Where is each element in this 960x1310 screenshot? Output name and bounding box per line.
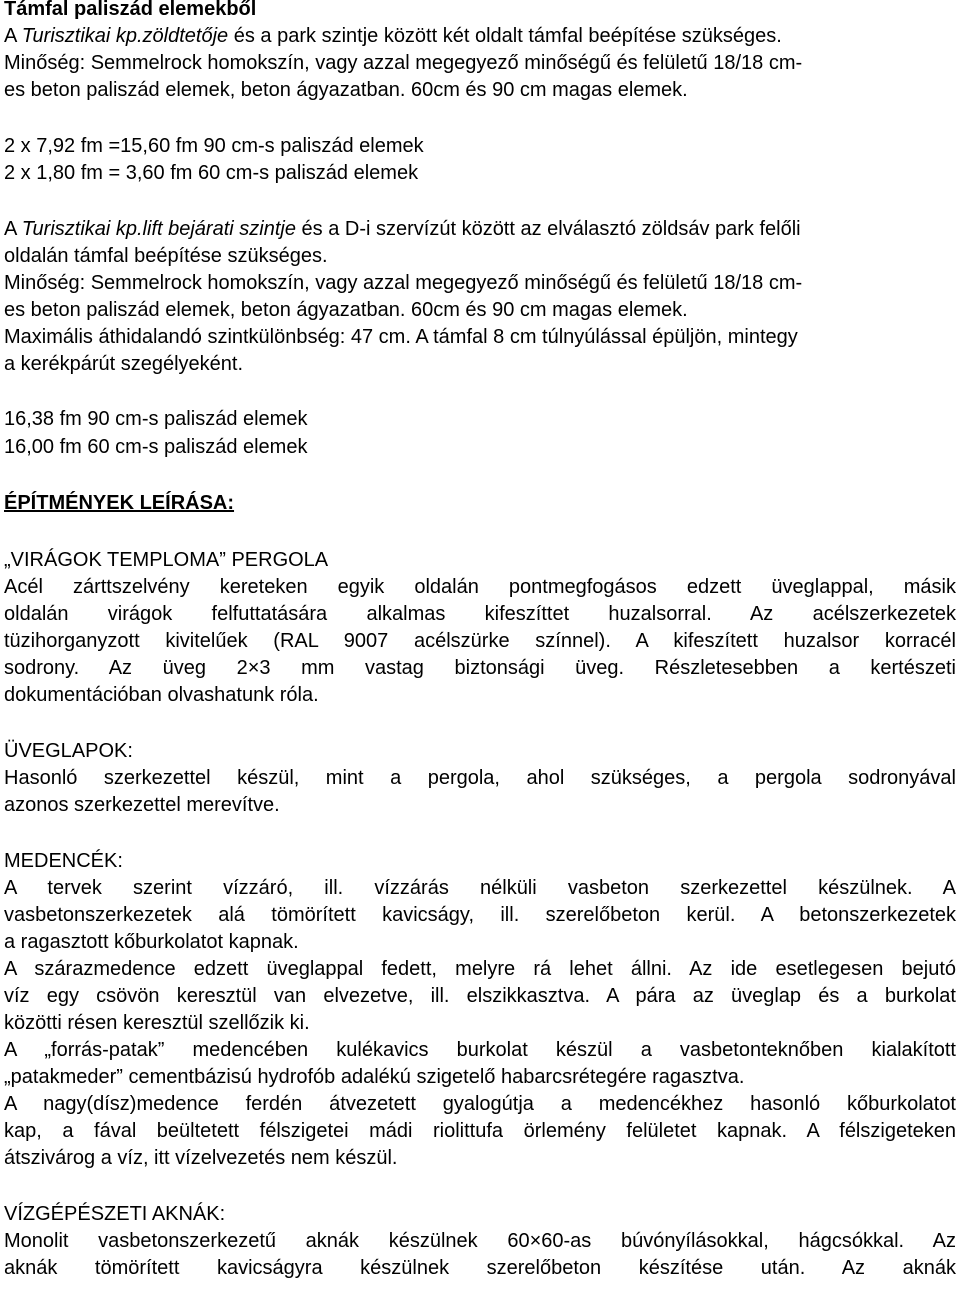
p1-line-1 <box>4 23 956 49</box>
document-title: Támfal paliszád elemekből <box>4 0 257 20</box>
uveglapok-line-1: Hasonló szerkezettel készül, mint a pergola, ahol szükséges, a pergola sodronyával <box>4 767 956 789</box>
pergola-line-2: oldalán virágok felfuttatására alkalmas kifeszíttet huzalsorral. Az acélszerkezetek <box>4 603 956 625</box>
aknak-line-1: Monolit vasbetonszerkezetű aknák készülnek 60×60-as búvónyílásokkal, hágcsókkal. Az <box>4 1230 956 1252</box>
p2-line-3: Minőség: Semmelrock homokszín, vagy azzal megegyező minőségű és felületű 18/18 cm- <box>4 272 803 294</box>
p2-line-4: es beton paliszád elemek, beton ágyazatban. 60cm és 90 cm magas elemek. <box>4 299 688 321</box>
medencek-line-2: vasbetonszerkezetek alá tömörített kavicságy, ill. szerelőbeton kerül. A betonszerkezetek <box>4 904 956 926</box>
medencek-line-1: A tervek szerint vízzáró, ill. vízzárás nélküli vasbeton szerkezettel készülnek. A <box>4 877 956 899</box>
medencek-line-3: a ragasztott kőburkolatot kapnak. <box>4 931 299 953</box>
medencek-line-5: víz egy csövön keresztül van elvezetve, ill. elszikkasztva. A pára az üveglap és a burkolat <box>4 985 956 1007</box>
medencek-line-4: A szárazmedence edzett üveglappal fedett, melyre rá lehet állni. Az ide esetlegesen bejutó <box>4 958 956 980</box>
medencek-line-8: „patakmeder” cementbázisú hydrofób adalékú szigetelő habarcsrétegére ragasztva. <box>4 1066 745 1088</box>
medencek-heading: MEDENCÉK: <box>4 850 123 872</box>
uveglapok-line-2: azonos szerkezettel merevítve. <box>4 794 280 816</box>
p1-rest: és a park szintje között két oldalt támfal beépítése szükséges. <box>228 25 782 47</box>
medencek-line-7: A „forrás-patak” medencében kulékavics burkolat készül a vasbetonteknőben kialakított <box>4 1039 956 1061</box>
quantity-line: 16,38 fm 90 cm-s paliszád elemek <box>4 408 308 430</box>
pergola-line-5: dokumentációban olvashatunk róla. <box>4 684 319 706</box>
section-heading: ÉPÍTMÉNYEK LEÍRÁSA: <box>4 492 235 514</box>
pergola-line-4: sodrony. Az üveg 2×3 mm vastag biztonsági üveg. Részletesebben a kertészeti <box>4 657 956 679</box>
p2-rest: és a D-i szervízút között az elválasztó zöldsáv park felőli <box>295 218 801 240</box>
p2-pre: A <box>4 218 22 240</box>
p2-italic-name: Turisztikai kp.lift bejárati szintje <box>21 218 296 240</box>
aknak-heading: VÍZGÉPÉSZETI AKNÁK: <box>4 1203 226 1225</box>
quantity-line: 2 x 7,92 fm =15,60 fm 90 cm-s paliszád elemek <box>4 135 424 157</box>
p1-line-2: Minőség: Semmelrock homokszín, vagy azzal megegyező minőségű és felületű 18/18 cm- <box>4 52 803 74</box>
p2-line-6: a kerékpárút szegélyeként. <box>4 353 244 375</box>
medencek-line-10: kap, a fával beültetett félszigetei mádi riolittufa örlemény felületet kapnak. A félszigeteken <box>4 1120 956 1142</box>
pergola-line-3: tüzihorganyzott kivitelűek (RAL 9007 acélszürke színnel). A kifeszített huzalsor korracél <box>4 630 956 652</box>
uveglapok-heading: ÜVEGLAPOK: <box>4 740 133 762</box>
quantity-line: 2 x 1,80 fm = 3,60 fm 60 cm-s paliszád elemek <box>4 162 419 184</box>
p2-line-2: oldalán támfal beépítése szükséges. <box>4 245 328 267</box>
pergola-line-1: Acél zárttszelvény kereteken egyik oldalán pontmegfogásos edzett üveglappal, másik <box>4 576 956 598</box>
p2-line-1 <box>4 216 956 242</box>
p1-pre: A <box>4 25 22 47</box>
medencek-line-9: A nagy(dísz)medence ferdén átvezetett gyalogútja a medencékhez hasonló kőburkolatot <box>4 1093 956 1115</box>
medencek-line-6: közötti résen keresztül szellőzik ki. <box>4 1012 310 1034</box>
aknak-line-2: aknák tömörített kavicságyra készülnek szerelőbeton készítése után. Az aknák <box>4 1257 956 1279</box>
pergola-heading: „VIRÁGOK TEMPLOMA” PERGOLA <box>4 549 329 571</box>
quantity-line: 16,00 fm 60 cm-s paliszád elemek <box>4 436 308 458</box>
p1-italic-name: Turisztikai kp.zöldtetője <box>21 25 229 47</box>
medencek-line-11: átszivárog a víz, itt vízelvezetés nem készül. <box>4 1147 398 1169</box>
p1-line-3: es beton paliszád elemek, beton ágyazatban. 60cm és 90 cm magas elemek. <box>4 79 688 101</box>
p2-line-5: Maximális áthidalandó szintkülönbség: 47 cm. A támfal 8 cm túlnyúlással épüljön, mintegy <box>4 326 798 348</box>
